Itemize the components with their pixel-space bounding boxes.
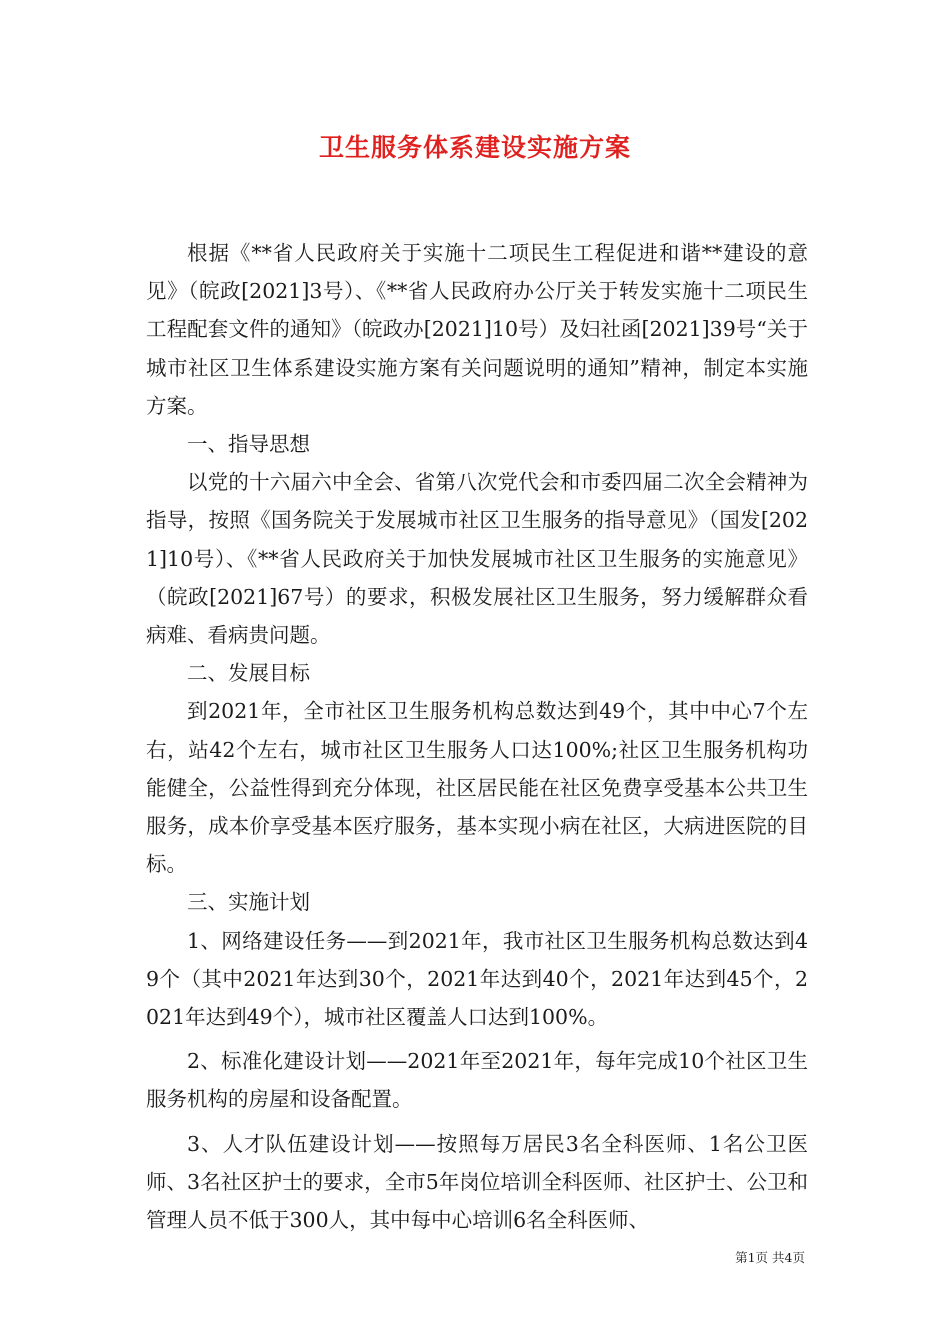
- section-heading-guiding-ideology: 一、指导思想: [187, 432, 310, 457]
- document-title: 卫生服务体系建设实施方案: [318, 133, 631, 162]
- paragraph-guiding-ideology: 以党的十六届六中全会、省第八次党代会和市委四届二次全会精神为指导，按照《国务院关于发展城市社区卫生服务的指导意见》（国发[2021]10号）、《**省人民政府关于加快发展城市社区卫生服务的实施意见》（皖政[2021]67号）的要求，积极发展社区卫生服务，努力缓解群众看病难、看病贵问题。: [146, 470, 808, 648]
- paragraph-talent-team: 3、人才队伍建设计划——按照每万居民3名全科医师、1名公卫医师、3名社区护士的要求，全市5年岗位培训全科医师、社区护士、公卫和管理人员不低于300人，其中每中心培训6名全科医师、: [146, 1131, 808, 1233]
- section-heading-development-goals: 二、发展目标: [187, 661, 310, 686]
- document-body: [146, 234, 808, 1239]
- paragraph-standardization: 2、标准化建设计划——2021年至2021年，每年完成10个社区卫生服务机构的房屋和设备配置。: [146, 1049, 808, 1112]
- page-number-footer: 第1页 共4页: [735, 1250, 805, 1265]
- paragraph-network-construction: 1、网络建设任务——到2021年，我市社区卫生服务机构总数达到49个（其中2021年达到30个，2021年达到40个，2021年达到45个，2021年达到49个），城市社区覆盖人口达到100%。: [146, 928, 808, 1030]
- paragraph-development-goals: 到2021年，全市社区卫生服务机构总数达到49个，其中中心7个左右，站42个左右，城市社区卫生服务人口达100%;社区卫生服务机构功能健全，公益性得到充分体现，社区居民能在社区免费享受基本公共卫生服务，成本价享受基本医疗服务，基本实现小病在社区，大病进医院的目标。: [146, 699, 808, 877]
- section-heading-implementation-plan: 三、实施计划: [187, 890, 310, 915]
- paragraph-intro: 根据《**省人民政府关于实施十二项民生工程促进和谐**建设的意见》（皖政[2021]3号）、《**省人民政府办公厅关于转发实施十二项民生工程配套文件的通知》（皖政办[2021]10号）及妇社函[2021]39号“关于城市社区卫生体系建设实施方案有关问题说明的通知”精神，制定本实施方案。: [146, 241, 808, 418]
